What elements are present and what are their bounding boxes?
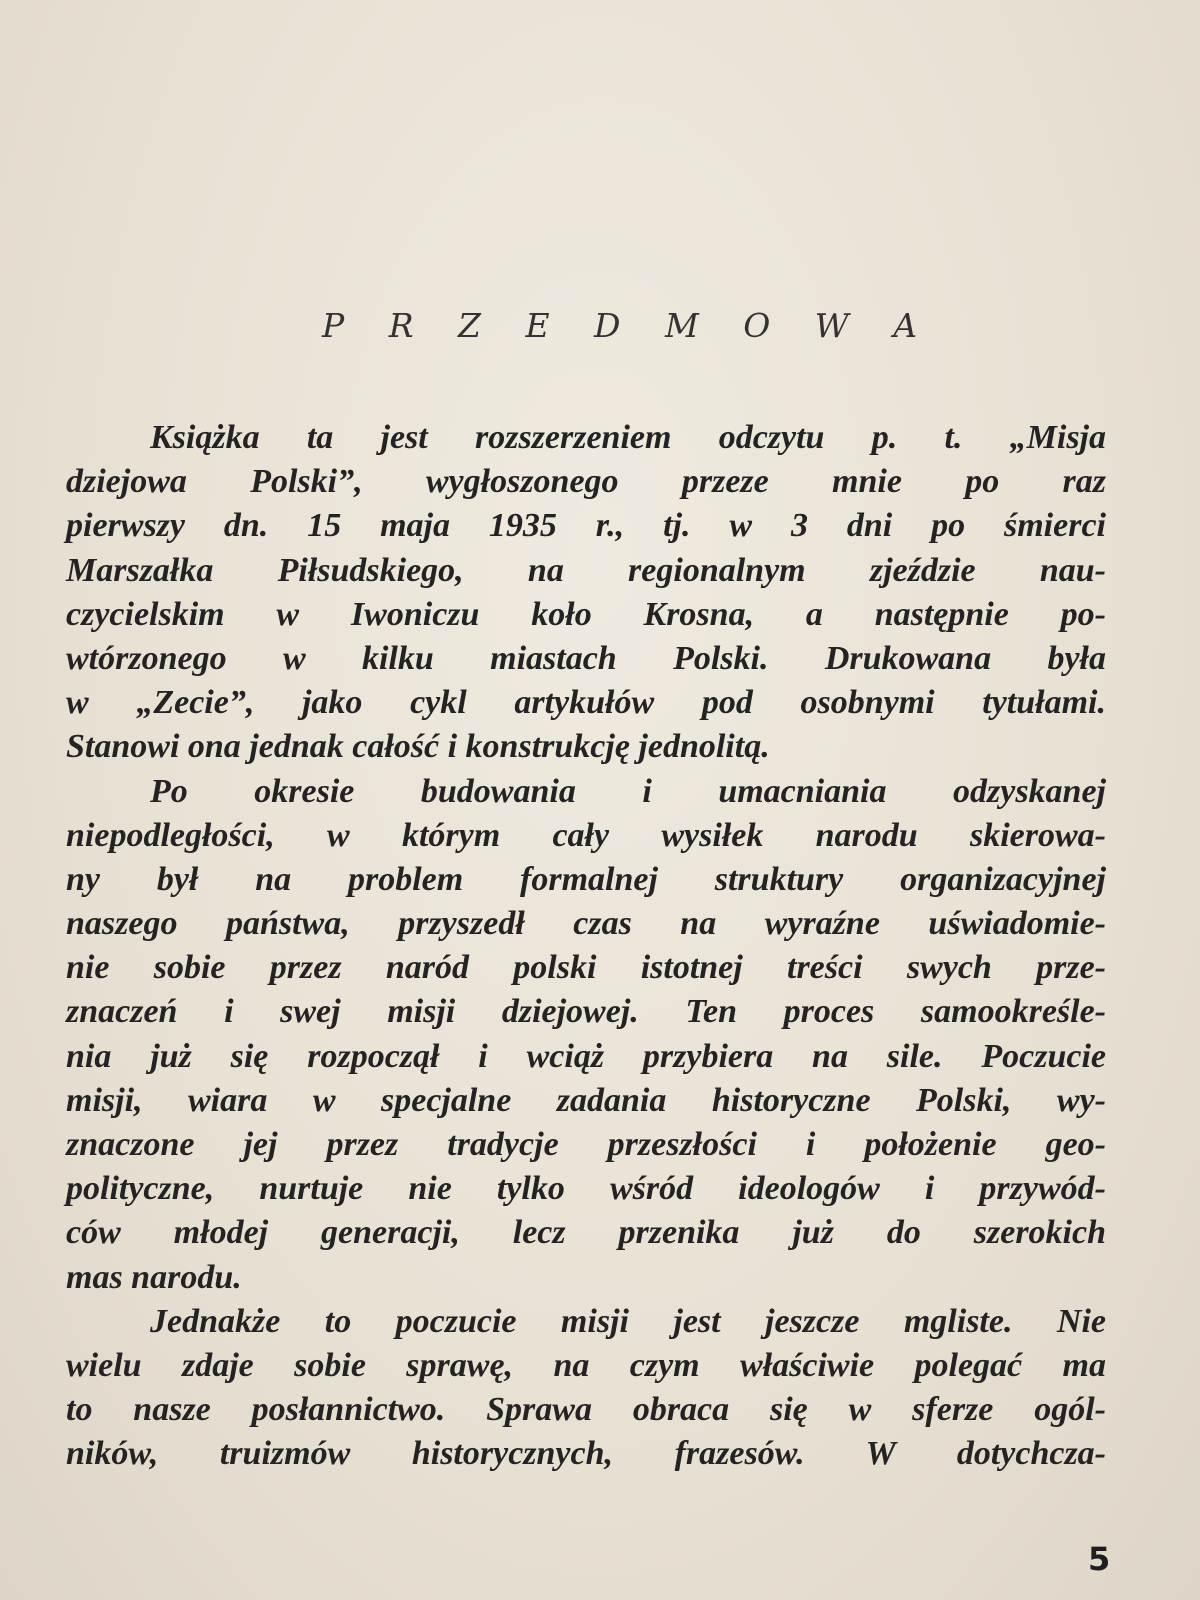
text-line: nia już się rozpoczął i wciąż przybiera na sile. Poczucie xyxy=(66,1037,1106,1075)
text-line: niepodległości, w którym cały wysiłek narodu skierowa- xyxy=(66,816,1106,854)
text-line: Książka ta jest rozszerzeniem odczytu p. t. „Misja xyxy=(150,419,1106,456)
body-text xyxy=(66,416,1106,1477)
text-line: ny był na problem formalnej struktury organizacyjnej xyxy=(66,860,1106,898)
text-line: pierwszy dn. 15 maja 1935 r., tj. w 3 dni po śmierci xyxy=(66,507,1106,545)
text-line: misji, wiara w specjalne zadania historyczne Polski, wy- xyxy=(66,1081,1106,1119)
text-line: wielu zdaje sobie sprawę, na czym właściwie polegać ma xyxy=(66,1346,1106,1384)
text-line: dziejowa Polski”, wygłoszonego przeze mnie po raz xyxy=(66,463,1106,501)
text-line: nie sobie przez naród polski istotnej treści swych prze- xyxy=(66,949,1106,987)
text-line: czycielskim w Iwoniczu koło Krosna, a następnie po- xyxy=(66,595,1106,633)
text-line: Stanowi ona jednak całość i konstrukcję jednolitą. xyxy=(66,728,770,766)
text-line: to nasze posłannictwo. Sprawa obraca się w sferze ogól- xyxy=(66,1391,1106,1429)
page-number: 5 xyxy=(1088,1540,1111,1578)
page-title: P R Z E D M O W A xyxy=(322,306,935,345)
text-line: mas narodu. xyxy=(66,1258,242,1296)
text-line: ników, truizmów historycznych, frazesów. W dotychcza- xyxy=(66,1435,1106,1473)
text-line: ców młodej generacji, lecz przenika już do szerokich xyxy=(66,1214,1106,1252)
text-line: wtórzonego w kilku miastach Polski. Drukowana była xyxy=(66,639,1106,677)
text-line: znaczone jej przez tradycje przeszłości i położenie geo- xyxy=(66,1126,1106,1163)
text-line: naszego państwa, przyszedł czas na wyraźne uświadomie- xyxy=(66,905,1106,943)
text-line: Jednakże to poczucie misji jest jeszcze mgliste. Nie xyxy=(150,1302,1106,1340)
text-line: Po okresie budowania i umacniania odzyskanej xyxy=(150,772,1106,810)
text-line: znaczeń i swej misji dziejowej. Ten proces samookreśle- xyxy=(66,993,1106,1031)
text-line: Marszałka Piłsudskiego, na regionalnym zjeździe nau- xyxy=(66,551,1106,589)
text-line: w „Zecie”, jako cykl artykułów pod osobnymi tytułami. xyxy=(66,684,1106,722)
text-line: polityczne, nurtuje nie tylko wśród ideologów i przywód- xyxy=(66,1170,1106,1208)
